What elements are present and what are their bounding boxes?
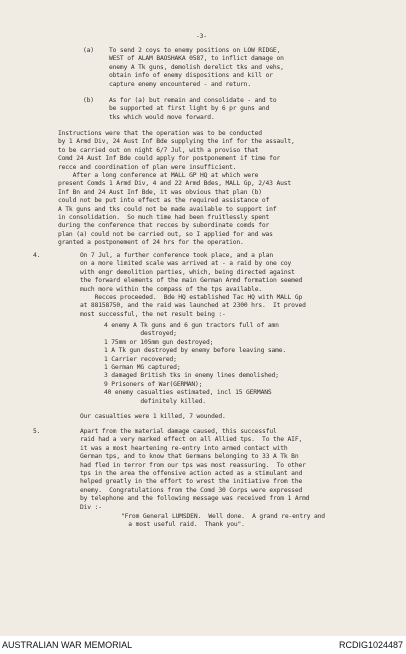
text-line: Comd 24 Aust Inf Bde could apply for postponement if time for [58, 155, 281, 163]
results-list [104, 322, 286, 406]
text-line: 1 75mm or 105mm gun destroyed; [104, 338, 214, 346]
text-line: the forward elements of the main German Armd formation seemed [80, 277, 303, 285]
text-line: destroyed; [104, 330, 177, 338]
text-line: most successful, the net result being :- [80, 310, 226, 318]
text-line: 1 A Tk gun destroyed by enemy before leaving same. [104, 347, 287, 355]
text-line: during the conference that recces by subordinate comds for [58, 222, 270, 230]
text-line: to be carried out on night 6/7 Jul, with a proviso that [58, 146, 259, 154]
page-number: -3- [196, 33, 207, 40]
casualties: Our casualties were 1 killed, 7 wounded. [80, 413, 226, 420]
text-line: by 1 Armd Div, 24 Aust Inf Bde supplying the inf for the assault, [58, 138, 295, 146]
text-line: had fled in terror from our tps was most reassuring. To other [80, 461, 306, 469]
para-4 [80, 252, 306, 319]
text-line: by telephone and the following message was received from 1 Armd [80, 495, 310, 503]
para-a-label: (a) [83, 47, 94, 54]
text-line: 40 enemy casualties estimated, incl 15 GERMANS [104, 389, 272, 397]
text-line: 1 Carrier recovered; [104, 355, 177, 363]
text-line: raid had a very marked effect on all Allied tps. To the AIF, [80, 436, 303, 444]
text-line: Div :- [80, 503, 102, 511]
text-line: recce and coordination of plan were insufficient. [58, 163, 237, 171]
para-5 [80, 428, 309, 512]
text-line: Recces proceeded. Bde HQ established Tac HQ with MALL Gp [80, 294, 303, 302]
text-line: be supported at first light by 6 pr guns and [109, 105, 270, 113]
footer-source: AUSTRALIAN WAR MEMORIAL [2, 640, 133, 650]
general-quote [121, 513, 325, 530]
para-b-label: (b) [83, 97, 94, 104]
text-line: at 88158750, and the raid was launched at 2300 hrs. It proved [80, 302, 306, 310]
text-line: tks which would move forward. [109, 113, 215, 121]
text-line: with engr demolition parties, which, being directed against [80, 268, 295, 276]
text-line: much more within the compass of the tps available. [80, 285, 263, 293]
para-4-number: 4. [33, 252, 41, 259]
para-a [109, 47, 284, 89]
text-line: it was a most heartening re-entry into armed contact with [80, 444, 288, 452]
text-line: After a long conference at MALL GP HQ at which were [58, 172, 259, 180]
text-line: a most useful raid. Thank you". [121, 521, 245, 529]
text-line: To send 2 coys to enemy positions on LOW RIDGE, [109, 47, 281, 54]
text-line: 1 German MG captured; [104, 364, 181, 372]
text-line: granted a postponement of 24 hrs for the operation. [58, 239, 244, 247]
text-line: "From General LUMSDEN. Well done. A grand re-entry and [121, 513, 325, 520]
footer-id: RCDIG1024487 [338, 640, 403, 650]
text-line: Inf Bn and 24 Aust Inf Bde, it was obvious that plan (b) [58, 188, 262, 196]
para-b [109, 97, 277, 122]
text-line: helped greatly in the effort to wrest the initiative from the [80, 478, 303, 486]
text-line: A Tk guns and tks could not be made available to support inf [58, 205, 277, 213]
text-line: 4 enemy A Tk guns and 6 gun tractors full of amn [104, 322, 279, 329]
text-line: tps in the area the offensive action acted as a stimulant and [80, 470, 303, 478]
text-line: 3 damaged British tks in enemy lines demolished; [104, 372, 279, 380]
text-line: Apart from the material damage caused, this successful [80, 428, 277, 435]
text-line: As for (a) but remain and consolidate - and to [109, 97, 277, 104]
text-line: German tps, and to know that Germans belonging to 33 A Tk Bn [80, 453, 299, 461]
text-line: could not be put into effect as the required assistance of [58, 197, 270, 205]
text-line: enemy A Tk guns, demolish derelict tks and vehs, [109, 63, 284, 71]
text-line: definitely killed. [104, 397, 206, 405]
footer-bar [0, 636, 406, 654]
text-line: Instructions were that the operation was to be conducted [58, 130, 262, 137]
text-line: On 7 Jul, a further conference took place, and a plan [80, 252, 273, 259]
para-5-number: 5. [33, 428, 41, 435]
text-line: obtain info of enemy dispositions and kill or [109, 72, 273, 80]
text-line: enemy. Congratulations from the Comd 30 Corps were expressed [80, 486, 303, 494]
text-line: capture enemy encountered - and return. [109, 80, 252, 88]
para-instructions [58, 130, 295, 248]
text-line: on a more limited scale was arrived at - a raid by one coy [80, 260, 292, 268]
text-line: present Comds 1 Armd Div, 4 and 22 Armd Bdes, MALL Gp, 2/43 Aust [58, 180, 292, 188]
text-line: WEST of ALAM BAOSHAKA 0587, to inflict damage on [109, 55, 284, 63]
text-line: plan (a) could not be carried out, so I applied for and was [58, 230, 273, 238]
text-line: in consolidation. So much time had been fruitlessly spent [58, 214, 270, 222]
text-line: 9 Prisoners of War(GERMAN); [104, 380, 203, 388]
